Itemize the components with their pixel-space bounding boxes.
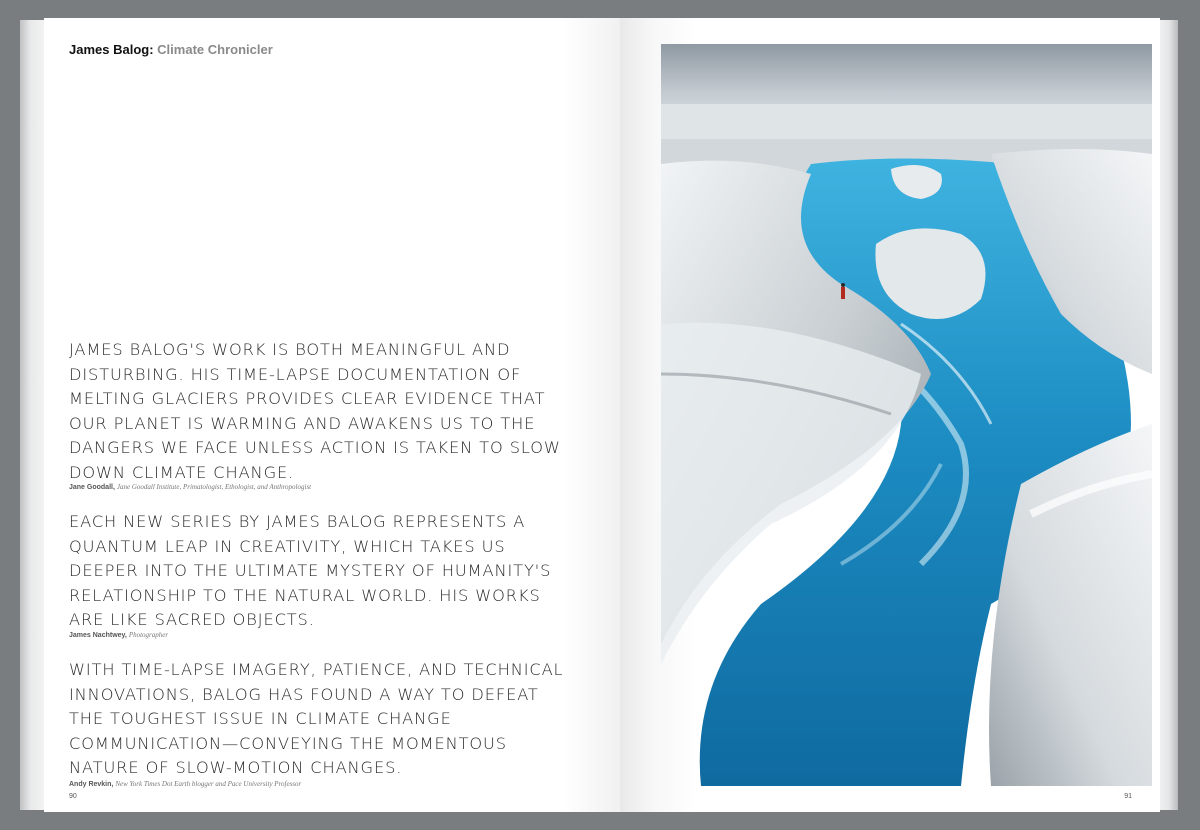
attribution-role: New York Times Dot Earth blogger and Pace University Professor [115,780,302,788]
quote-goodall: JAMES BALOG'S WORK IS BOTH MEANINGFUL AND DISTURBING. HIS TIME-LAPSE DOCUMENTATION OF MELTING GLACIERS PROVIDES CLEAR EVIDENCE THAT OUR PLANET IS WARMING AND AWAKENS US TO THE DANGERS WE FACE UNLESS ACTION IS TAKEN TO SLOW DOWN CLIMATE CHANGE. [69,340,561,482]
right-page [620,18,1160,812]
left-page [44,18,620,812]
attribution-name: James Nachtwey, [69,632,127,639]
running-head [69,42,273,57]
running-head-title: James Balog: [69,42,154,57]
quote-revkin: WITH TIME-LAPSE IMAGERY, PATIENCE, AND TECHNICAL INNOVATIONS, BALOG HAS FOUND A WAY TO DEFEAT THE TOUGHEST ISSUE IN CLIMATE CHANGE COMMUNICATION—CONVEYING THE MOMENTOUS NATURE OF SLOW-MOTION CHANGES. [69,660,564,777]
attribution-nachtwey [69,631,589,639]
quote-nachtwey: EACH NEW SERIES BY JAMES BALOG REPRESENTS A QUANTUM LEAP IN CREATIVITY, WHICH TAKES US DEEPER INTO THE ULTIMATE MYSTERY OF HUMANITY'S RELATIONSHIP TO THE NATURAL WORLD. HIS WORKS ARE LIKE SACRED OBJECTS. [69,512,552,629]
attribution-name: Andy Revkin, [69,781,114,788]
person-figure [841,287,845,299]
attribution-role: Jane Goodall Institute, Primatologist, Ethologist, and Anthropologist [116,483,312,491]
open-book [20,18,1178,812]
page-stack-left [20,20,46,810]
attribution-revkin [69,780,589,788]
running-head-subtitle: Climate Chronicler [157,42,273,57]
page-number-left: 90 [69,793,77,800]
attribution-name: Jane Goodall, [69,484,115,491]
glacier-photo-illustration [661,44,1152,786]
attribution-role: Photographer [128,631,169,639]
glacier-meltwater-photo [661,44,1152,786]
page-number-right: 91 [1124,793,1132,800]
attribution-goodall [69,483,589,491]
